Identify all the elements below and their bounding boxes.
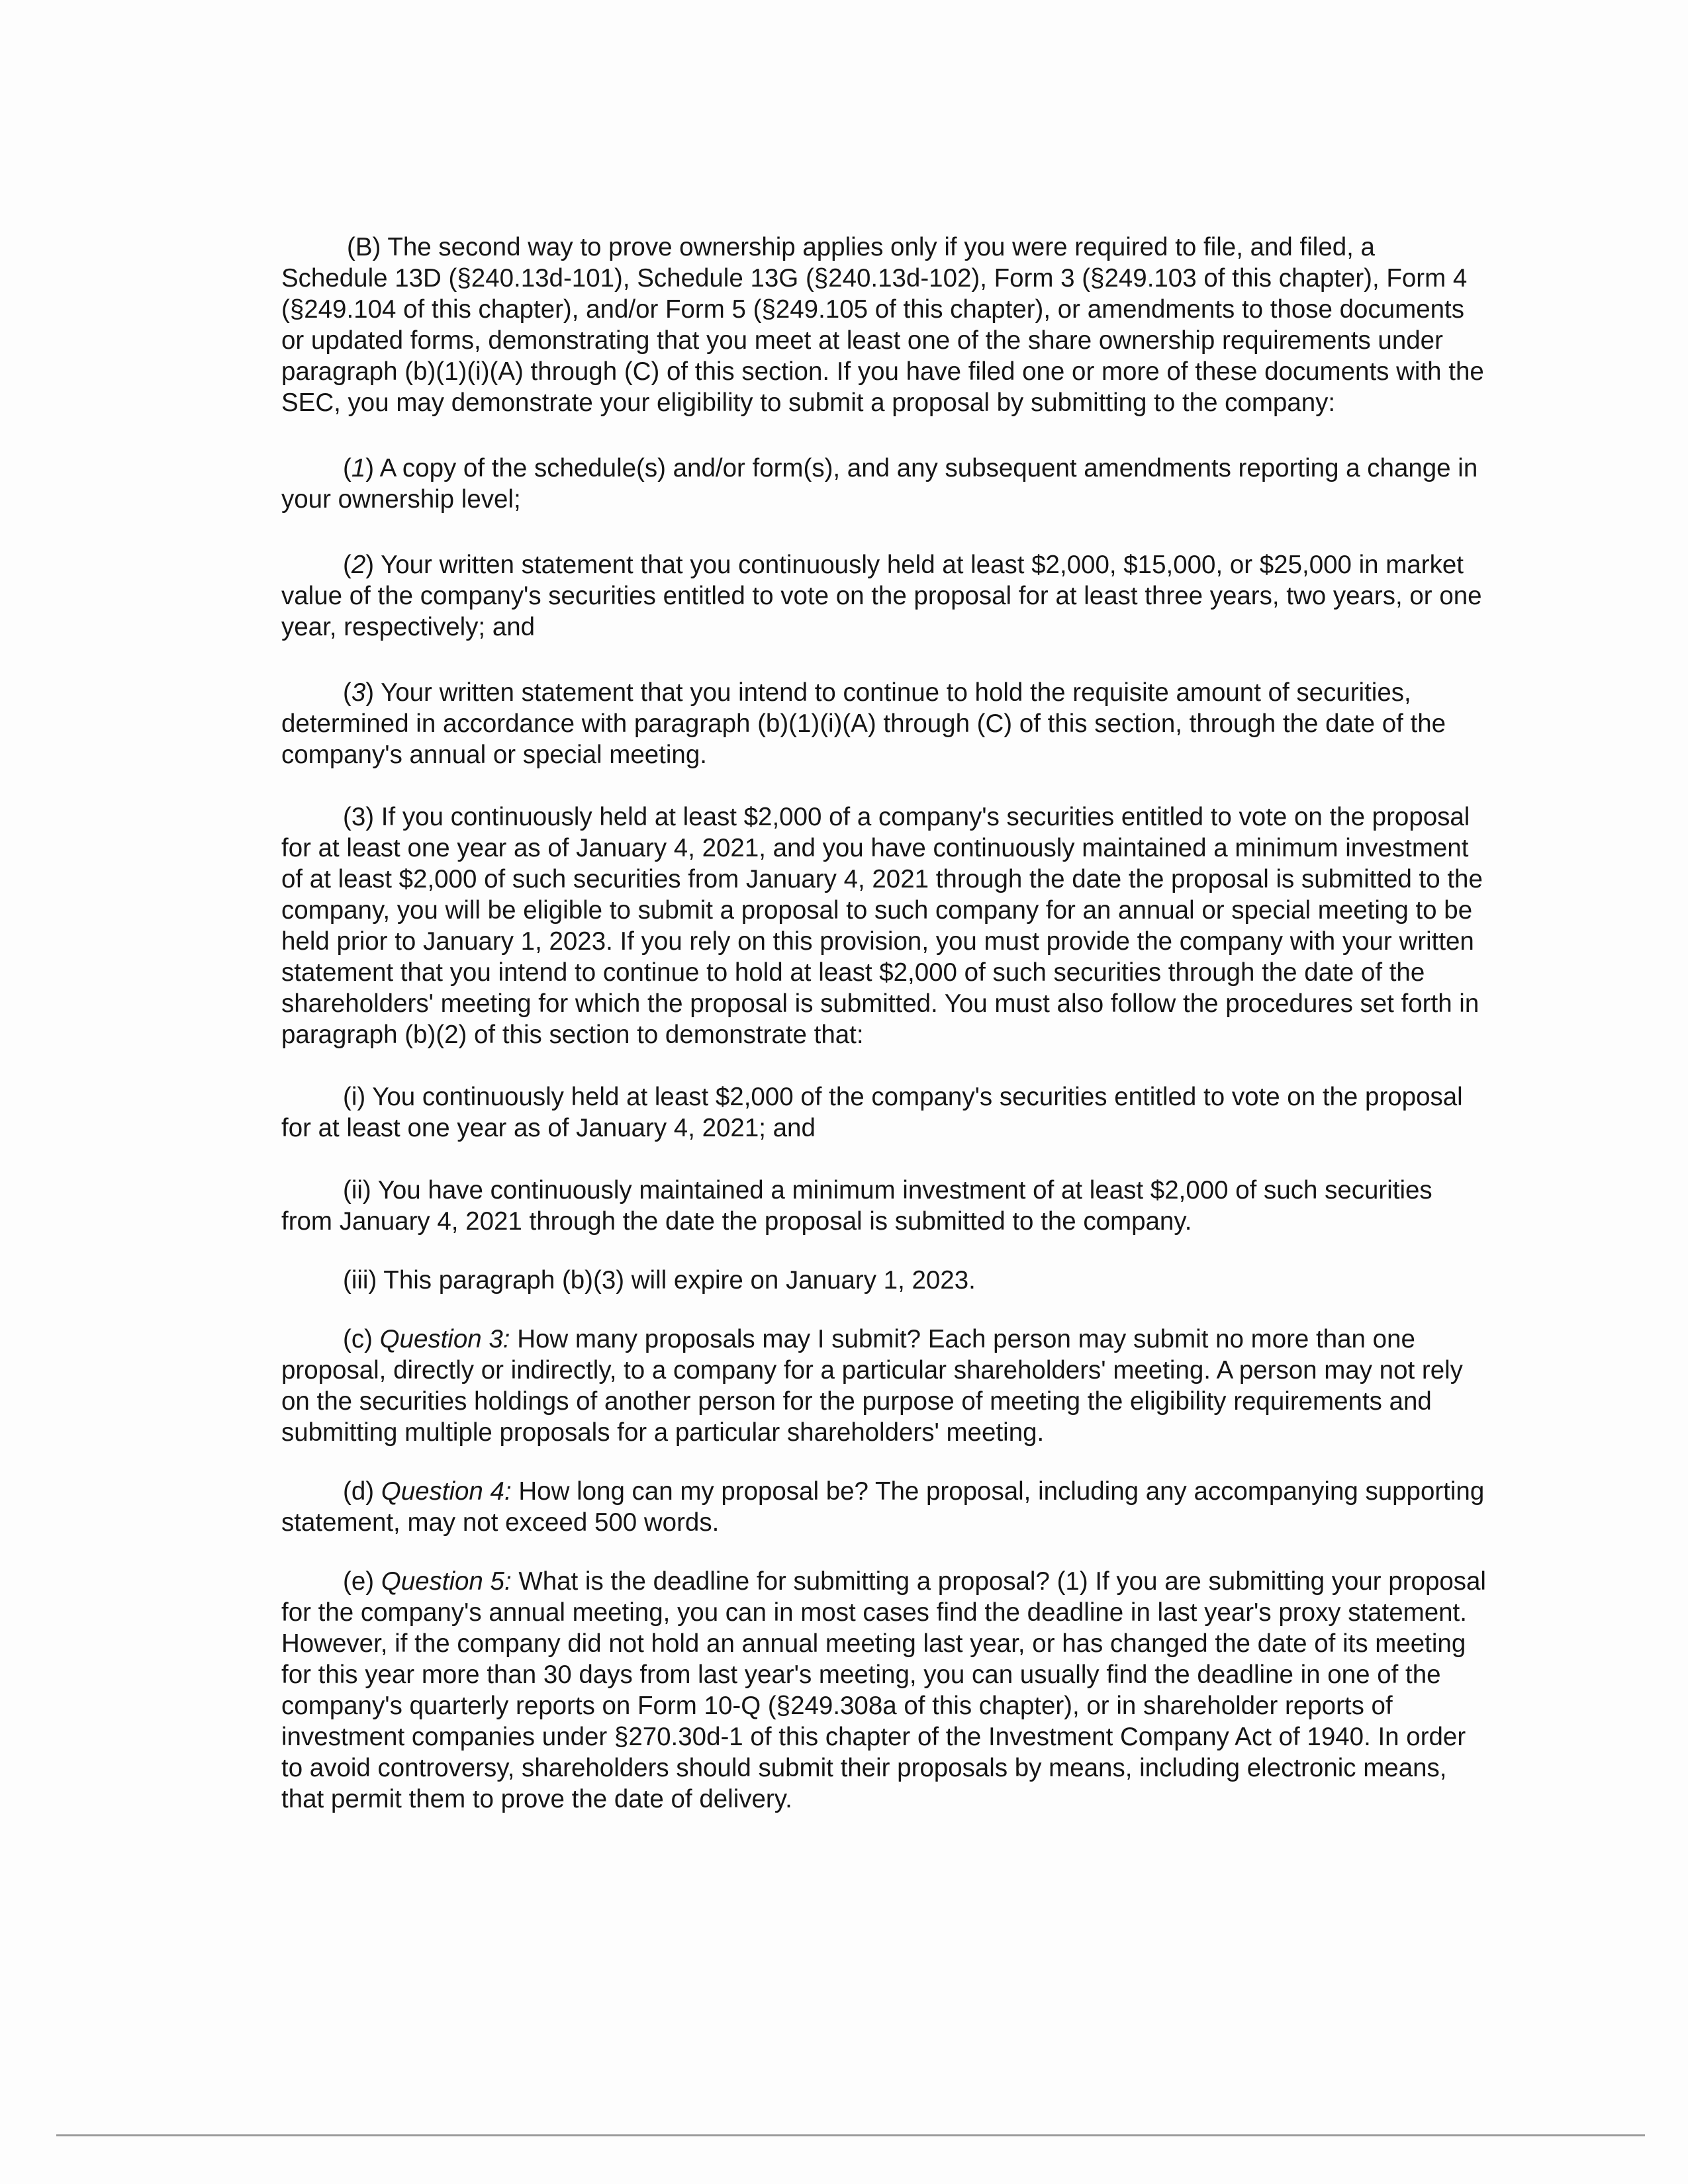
paragraph-e-lead: (e) bbox=[343, 1567, 381, 1596]
item-3-suffix: ) bbox=[365, 678, 375, 707]
paragraph-e-text: What is the deadline for submitting a proposal? (1) If you are submitting your proposal for the company's annual meeting, you can in most cases find the deadline in last year's proxy statement. However, if the company did not hold an annual meeting last year, or has changed the date of its meeting for this year more than 30 days from last year's meeting, you can usually find the deadline in one of the company's quarterly reports on Form 10-Q (§249.308a of this chapter), or in shareholder reports of investment companies under §270.30d-1 of this chapter of the Investment Company Act of 1940. In order to avoid controversy, shareholders should submit their proposals by means, including electronic means, that permit them to prove the date of delivery. bbox=[281, 1567, 1486, 1813]
paragraph-item-ii: (ii) You have continuously maintained a minimum investment of at least $2,000 of such securities from January 4, 2021 through the date the proposal is submitted to the company. bbox=[281, 1176, 1432, 1236]
question-3-label: Question 3: bbox=[379, 1325, 510, 1353]
paragraph-c bbox=[281, 1324, 1486, 1448]
paragraph-d-text: How long can my proposal be? The proposal, including any accompanying supporting statement, may not exceed 500 words. bbox=[281, 1477, 1485, 1537]
item-1-prefix: ( bbox=[343, 454, 352, 482]
paragraph-item-i: (i) You continuously held at least $2,000 of the company's securities entitled to vote on the proposal for at least one year as of January 4, 2021; and bbox=[281, 1083, 1463, 1142]
item-1-text: A copy of the schedule(s) and/or form(s), and any subsequent amendments reporting a change in your ownership level; bbox=[281, 454, 1478, 514]
document-body bbox=[281, 232, 1486, 1815]
item-1-suffix: ) bbox=[365, 454, 375, 482]
item-3-number: 3 bbox=[351, 678, 366, 707]
paragraph-d-lead: (d) bbox=[343, 1477, 381, 1506]
item-2-suffix: ) bbox=[365, 551, 375, 579]
paragraph-d bbox=[281, 1476, 1486, 1538]
paragraph-3: (3) If you continuously held at least $2,000 of a company's securities entitled to vote on the proposal for at least one year as of January 4, 2021, and you have continuously maintained a minimum investment of at least $2,000 of such securities from January 4, 2021 through the date the proposal is submitted to the company, you will be eligible to submit a proposal to such company for an annual or special meeting to be held prior to January 1, 2023. If you rely on this provision, you must provide the company with your written statement that you intend to continue to hold at least $2,000 of such securities through the date of the shareholders' meeting for which the proposal is submitted. You must also follow the procedures set forth in paragraph (b)(2) of this section to demonstrate that: bbox=[281, 803, 1483, 1049]
item-2-prefix: ( bbox=[343, 551, 352, 579]
item-3-text: Your written statement that you intend to continue to hold the requisite amount of securities, determined in accordance with paragraph (b)(1)(i)(A) through (C) of this section, through the date of the company's annual or special meeting. bbox=[281, 678, 1446, 769]
paragraph-c-text: How many proposals may I submit? Each person may submit no more than one proposal, directly or indirectly, to a company for a particular shareholders' meeting. A person may not rely on the securities holdings of another person for the purpose of meeting the eligibility requirements and submitting multiple proposals for a particular shareholders' meeting. bbox=[281, 1325, 1463, 1447]
item-2-number: 2 bbox=[351, 551, 366, 579]
item-2-text: Your written statement that you continuously held at least $2,000, $15,000, or $25,000 in market value of the company's securities entitled to vote on the proposal for at least three years, two years, or one year, respectively; and bbox=[281, 551, 1482, 641]
paragraph-item-1 bbox=[281, 453, 1486, 515]
paragraph-item-3 bbox=[281, 677, 1486, 770]
paragraph-item-2 bbox=[281, 549, 1486, 643]
question-5-label: Question 5: bbox=[381, 1567, 512, 1596]
paragraph-item-iii: (iii) This paragraph (b)(3) will expire on January 1, 2023. bbox=[343, 1266, 976, 1295]
paragraph-b-second-way: (B) The second way to prove ownership applies only if you were required to file, and filed, a Schedule 13D (§240.13d-101), Schedule 13G (§240.13d-102), Form 3 (§249.103 of this chapter), Form 4 (§249.104 of this chapter), and/or Form 5 (§249.105 of this chapter), or amendments to those documents or updated forms, demonstrating that you meet at least one of the share ownership requirements under paragraph (b)(1)(i)(A) through (C) of this section. If you have filed one or more of these documents with the SEC, you may demonstrate your eligibility to submit a proposal by submitting to the company: bbox=[281, 233, 1484, 417]
paragraph-c-lead: (c) bbox=[343, 1325, 380, 1353]
page-bottom-rule bbox=[56, 2134, 1645, 2136]
question-4-label: Question 4: bbox=[381, 1477, 512, 1506]
item-1-number: 1 bbox=[351, 454, 366, 482]
paragraph-e bbox=[281, 1566, 1486, 1815]
item-3-prefix: ( bbox=[343, 678, 352, 707]
